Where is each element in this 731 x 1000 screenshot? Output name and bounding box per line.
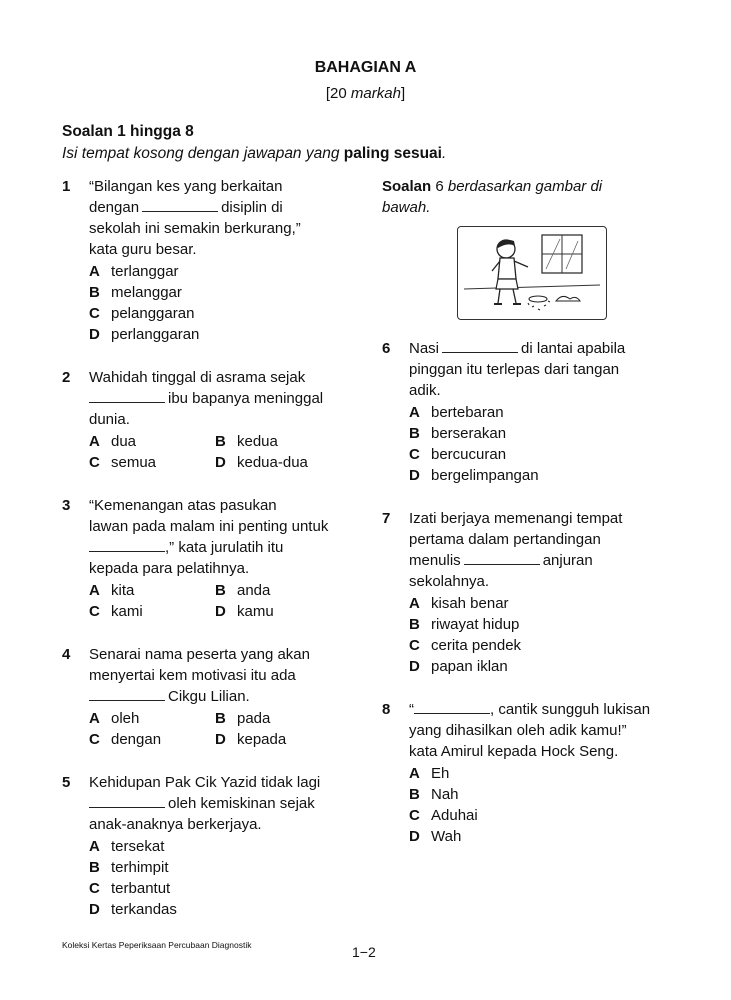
question-text: dunia. [89,411,130,428]
question-text: pinggan itu terlepas dari tangan [409,361,620,378]
question-number: 2 [62,369,71,386]
question-text: Nasi di lantai apabila [409,340,626,357]
question-text: kata guru besar. [89,241,197,258]
question-4 [62,644,347,750]
question-text: Senarai nama peserta yang akan [89,646,310,663]
option-c[interactable]: C bercucuran [409,446,507,463]
option-a[interactable]: A bertebaran [409,404,504,421]
question-text: pertama dalam pertandingan [409,531,601,548]
question-number: 5 [62,774,71,791]
question-2 [62,367,347,473]
footer-collection-title: Koleksi Kertas Peperiksaan Percubaan Diagnostik [62,940,252,950]
question-number: 7 [382,510,391,527]
option-b[interactable]: B pada [215,710,271,727]
section-title: BAHAGIAN A [314,59,417,76]
question-text: “ , cantik sungguh lukisan [409,701,651,718]
question-text: kepada para pelatihnya. [89,560,250,577]
option-d[interactable]: D papan iklan [409,658,508,675]
option-b[interactable]: B melanggar [89,284,182,301]
question-text: “Kemenangan atas pasukan [89,497,277,514]
option-b[interactable]: B terhimpit [89,859,169,876]
option-a[interactable]: A kita [89,582,135,599]
page-number: 1−2 [352,944,376,960]
left-column [62,176,347,920]
question-text: Izati berjaya memenangi tempat [409,510,623,527]
question-text: ,” kata jurulatih itu [89,537,347,558]
question-text: Cikgu Lilian. [89,686,347,707]
option-b[interactable]: B Nah [409,786,459,803]
question-8 [382,699,682,847]
question-text: menyertai kem motivasi itu ada [89,667,296,684]
question-text: lawan pada malam ini penting untuk [89,518,329,535]
questions-range-heading: Soalan 1 hingga 8 [62,123,194,140]
question-text: oleh kemiskinan sejak [89,793,347,814]
option-a[interactable]: A Eh [409,765,450,782]
question-text: dengan disiplin di [89,199,283,216]
option-c[interactable]: C cerita pendek [409,637,522,654]
section-marks: [20 markah] [325,85,406,102]
question-text: adik. [409,382,441,399]
stimulus-heading: Soalan 6 berdasarkan gambar di bawah. [382,178,603,216]
question-7 [382,508,682,677]
option-c[interactable]: C dengan [89,731,162,748]
question-text: kata Amirul kepada Hock Seng. [409,743,619,760]
option-d[interactable]: D terkandas [89,901,177,918]
option-b[interactable]: B anda [215,582,271,599]
option-c[interactable]: C terbantut [89,880,171,897]
instruction-text: Isi tempat kosong dengan jawapan yang paling sesuai. [62,145,447,162]
question-5 [62,772,347,920]
answer-blank [89,699,165,701]
question-text: ibu bapanya meninggal [89,388,347,409]
stimulus-picture [457,226,607,320]
answer-blank [442,351,518,353]
answer-blank [89,401,165,403]
answer-blank [464,563,540,565]
right-column [382,176,682,847]
option-d[interactable]: D kedua-dua [215,454,308,471]
option-b[interactable]: B riwayat hidup [409,616,520,633]
question-number: 3 [62,497,71,514]
question-number: 4 [62,646,71,663]
question-text: menulis anjuran [409,552,593,569]
option-d[interactable]: D Wah [409,828,462,845]
question-6 [382,338,682,486]
question-number: 8 [382,701,391,718]
question-text: “Bilangan kes yang berkaitan [89,178,283,195]
option-b[interactable]: B berserakan [409,425,507,442]
option-a[interactable]: A kisah benar [409,595,509,612]
option-a[interactable]: A oleh [89,710,140,727]
option-c[interactable]: C Aduhai [409,807,478,824]
option-d[interactable]: D kepada [215,731,287,748]
question-text: Wahidah tinggal di asrama sejak [89,369,306,386]
option-b[interactable]: B kedua [215,433,278,450]
option-a[interactable]: A terlanggar [89,263,179,280]
answer-blank [142,210,218,212]
question-3 [62,495,347,622]
option-d[interactable]: D perlanggaran [89,326,200,343]
option-a[interactable]: A tersekat [89,838,165,855]
answer-blank [89,806,165,808]
option-a[interactable]: A dua [89,433,137,450]
question-number: 1 [62,178,71,195]
option-d[interactable]: D bergelimpangan [409,467,539,484]
option-d[interactable]: D kamu [215,603,274,620]
question-number: 6 [382,340,391,357]
boy-dropping-plate-illustration [458,227,606,319]
option-c[interactable]: C kami [89,603,143,620]
question-text: anak-anaknya berkerjaya. [89,816,262,833]
question-text: sekolahnya. [409,573,490,590]
answer-blank [89,550,165,552]
option-c[interactable]: C semua [89,454,157,471]
option-c[interactable]: C pelanggaran [89,305,195,322]
question-1 [62,176,347,345]
question-text: yang dihasilkan oleh adik kamu!” [409,722,627,739]
answer-blank [414,712,490,714]
question-text: sekolah ini semakin berkurang,” [89,220,301,237]
question-text: Kehidupan Pak Cik Yazid tidak lagi [89,774,321,791]
